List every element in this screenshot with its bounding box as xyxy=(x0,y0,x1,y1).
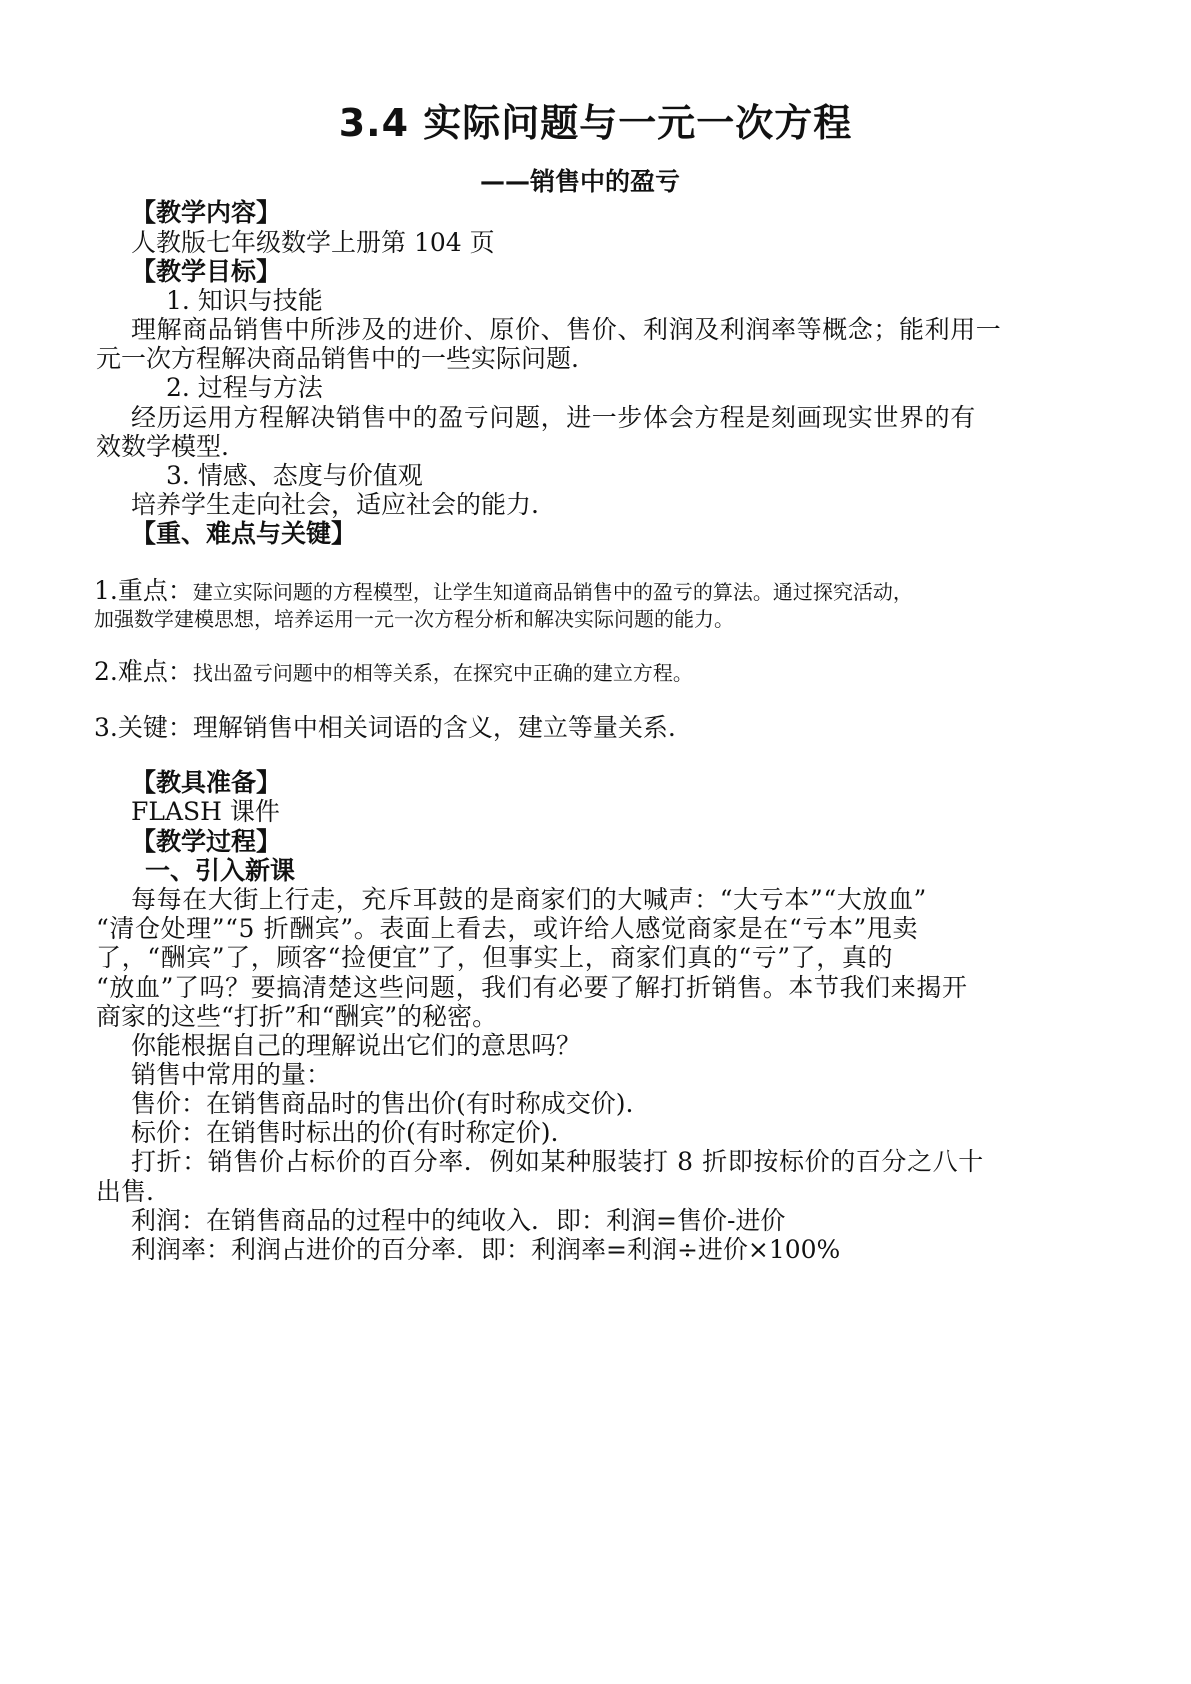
definition-line: 利润率：利润占进价的百分率．即：利润率=利润÷进价×100% xyxy=(131,1235,841,1264)
key-text: 理解销售中相关词语的含义，建立等量关系. xyxy=(192,713,676,742)
key-line xyxy=(94,713,676,743)
process-section-title: 一、引入新课 xyxy=(145,856,296,885)
goal-line: 经历运用方程解决销售中的盈亏问题，进一步体会方程是刻画现实世界的有 xyxy=(131,403,976,432)
difficulty-line xyxy=(94,657,693,688)
teaching-content-text: 人教版七年级数学上册第 104 页 xyxy=(131,228,495,257)
goal-line: 效数学模型. xyxy=(96,432,229,461)
focus-label: 1.重点： xyxy=(94,576,193,605)
page-title: 3.4 实际问题与一元一次方程 xyxy=(338,101,853,145)
page-subtitle: ——销售中的盈亏 xyxy=(480,167,681,196)
question-text: 你能根据自己的理解说出它们的意思吗？ xyxy=(131,1031,582,1060)
goal-title-1: 1. 知识与技能 xyxy=(166,286,323,315)
section-heading-key-points: 【重、难点与关键】 xyxy=(131,519,357,548)
definition-line: 售价：在销售商品时的售出价(有时称成交价). xyxy=(131,1089,634,1118)
difficulty-label: 2.难点： xyxy=(94,657,193,686)
goal-title-2: 2. 过程与方法 xyxy=(166,373,323,402)
goal-line: 理解商品销售中所涉及的进价、原价、售价、利润及利润率等概念；能利用一 xyxy=(131,315,1002,344)
intro-line: “放血”了吗？要搞清楚这些问题，我们有必要了解打折销售。本节我们来揭开 xyxy=(96,973,968,1002)
common-quantities-text: 销售中常用的量： xyxy=(131,1060,332,1089)
definition-line: 打折：销售价占标价的百分率．例如某种服装打 8 折即按标价的百分之八十 xyxy=(131,1147,984,1176)
difficulty-text: 找出盈亏问题中的相等关系，在探究中正确的建立方程。 xyxy=(192,661,693,685)
goal-line: 元一次方程解决商品销售中的一些实际问题. xyxy=(96,344,579,373)
intro-line: “清仓处理”“5 折酬宾”。表面上看去，或许给人感觉商家是在“亏本”甩卖 xyxy=(96,914,919,943)
section-heading-teaching-content: 【教学内容】 xyxy=(131,198,282,227)
intro-line: 每每在大街上行走，充斥耳鼓的是商家们的大喊声：“大亏本”“大放血” xyxy=(131,885,927,914)
goal-line: 培养学生走向社会，适应社会的能力. xyxy=(131,490,539,519)
focus-text-cont: 加强数学建模思想，培养运用一元一次方程分析和解决实际问题的能力。 xyxy=(94,607,734,631)
intro-line: 商家的这些“打折”和“酬宾”的秘密。 xyxy=(96,1002,498,1031)
key-label: 3.关键： xyxy=(94,713,193,742)
intro-line: 了，“酬宾”了，顾客“捡便宜”了，但事实上，商家们真的“亏”了，真的 xyxy=(96,943,894,972)
focus-text: 建立实际问题的方程模型，让学生知道商品销售中的盈亏的算法。通过探究活动， xyxy=(192,580,913,604)
section-heading-process: 【教学过程】 xyxy=(131,827,282,856)
section-heading-teaching-goals: 【教学目标】 xyxy=(131,257,282,286)
tools-text: FLASH 课件 xyxy=(131,797,280,826)
goal-title-3: 3. 情感、态度与价值观 xyxy=(166,461,423,490)
definition-line: 标价：在销售时标出的价(有时称定价). xyxy=(131,1118,559,1147)
section-heading-tools: 【教具准备】 xyxy=(131,768,282,797)
focus-line xyxy=(94,576,913,607)
definition-line: 利润：在销售商品的过程中的纯收入．即：利润=售价-进价 xyxy=(131,1206,786,1235)
definition-line: 出售. xyxy=(96,1177,154,1206)
